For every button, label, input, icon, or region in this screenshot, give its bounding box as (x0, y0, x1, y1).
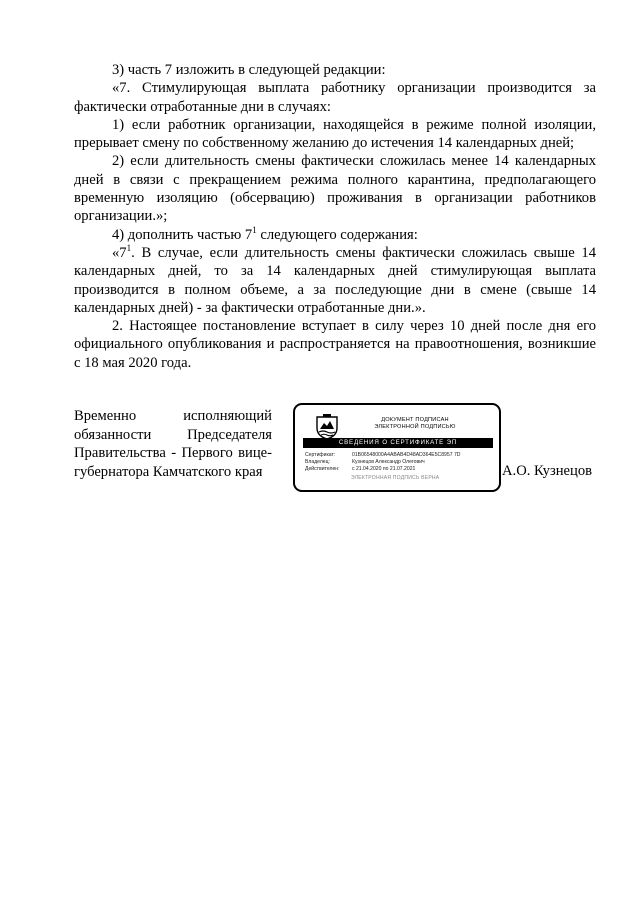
paragraph: 3) часть 7 изложить в следующей редакции: (112, 62, 386, 78)
superscript: 1 (252, 224, 257, 235)
kamchatka-coat-of-arms-icon (314, 414, 340, 440)
signatory-position-text: Временно исполняющий обязанности Председателя Правительства - Первого вице-губернатора Камчатского края (74, 408, 272, 480)
document-body (74, 61, 596, 372)
signatory-position (74, 407, 272, 481)
paragraph: «$7^1$. В случае, если длительность смены фактически сложилась свыше 14 календарных дней, то за 14 календарных дней стимулирующая выплата производится в полном объеме, а за последующие дни в смене (свыше 14 календарных дней) - за фактически отработанные дни.». (74, 242, 596, 316)
paragraph: 2) если длительность смены фактически сложилась менее 14 календарных дней в связи с прекращением режима полного карантина, предполагающего временную изоляцию (обсервацию) проживания в организации работников организации.»; (74, 153, 596, 225)
signer-name: А.О. Кузнецов (502, 463, 593, 479)
validity-row: Действителен: с 21.04.2020 по 21.07.2021 (305, 466, 416, 472)
superscript: 1 (126, 242, 132, 253)
paragraph: «7. Стимулирующая выплата работнику организации производится за фактически отработанные дни в случаях: (74, 80, 596, 115)
stamp-header: ДОКУМЕНТ ПОДПИСАН ЭЛЕКТРОННОЙ ПОДПИСЬЮ (374, 417, 456, 430)
electronic-signature-stamp (293, 403, 501, 492)
paragraph: 1) если работник организации, находящейся в режиме полной изоляции, прерывает смену по собственному желанию до истечения 14 календарных дней; (74, 116, 596, 152)
certificate-row: Сертификат: 01B06548000A4ABAB4D48AD364E5C8957 7D (305, 452, 461, 458)
paragraph: 4) дополнить частью $7^1$ следующего содержания: (112, 224, 418, 243)
stamp-footer: ЭЛЕКТРОННАЯ ПОДПИСЬ ВЕРНА (351, 475, 440, 481)
paragraph: 2. Настоящее постановление вступает в силу через 10 дней после дня его официального опубликования и распространяется на правоотношения, возникшие с 18 мая 2020 года. (74, 318, 596, 371)
stamp-title-bar: СВЕДЕНИЯ О СЕРТИФИКАТЕ ЭП (303, 438, 493, 448)
owner-row: Владелец: Кузнецов Александр Олегович (305, 459, 425, 465)
